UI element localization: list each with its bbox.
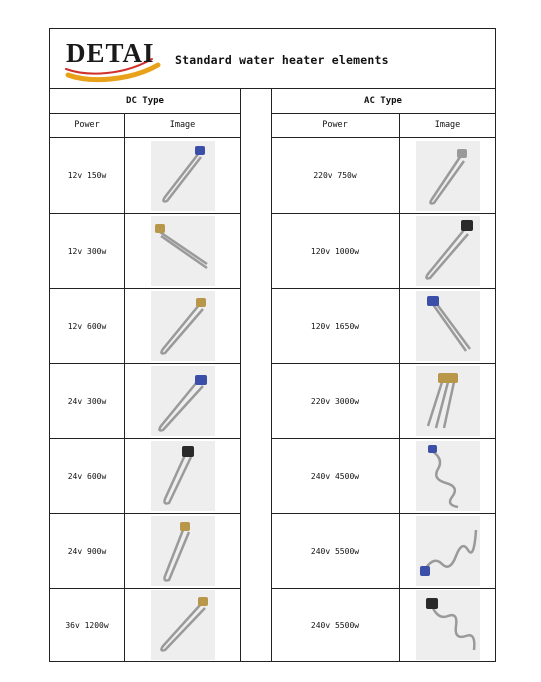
grid-line xyxy=(271,213,495,214)
grid-line xyxy=(271,288,495,289)
dc-image-column-header: Image xyxy=(169,120,196,130)
grid-line xyxy=(271,588,495,589)
heating-element-photo-icon xyxy=(151,590,215,660)
dc-power-column-header: Power xyxy=(74,120,100,130)
ac-image-cell xyxy=(400,214,495,288)
ac-power-cell: 120v 1000w xyxy=(310,246,360,256)
grid-line xyxy=(50,288,240,289)
grid-line xyxy=(271,113,495,114)
ac-image-cell xyxy=(400,589,495,661)
document-title: Standard water heater elements xyxy=(175,53,389,67)
grid-line xyxy=(271,513,495,514)
dc-image-cell xyxy=(125,364,240,438)
grid-line xyxy=(271,88,272,661)
grid-line xyxy=(240,88,241,661)
dc-power-cell: 12v 150w xyxy=(67,171,107,180)
dc-power-cell: 24v 900w xyxy=(67,546,107,556)
ac-image-cell xyxy=(400,364,495,438)
heating-element-photo-icon xyxy=(151,291,215,361)
spec-sheet xyxy=(49,28,496,662)
ac-image-cell xyxy=(400,138,495,213)
grid-line xyxy=(271,438,495,439)
heating-element-photo-icon xyxy=(416,516,480,586)
ac-type-heading: AC Type xyxy=(364,96,402,106)
grid-line xyxy=(399,114,400,661)
dc-image-cell xyxy=(125,439,240,513)
ac-power-cell: 120v 1650w xyxy=(310,321,360,331)
grid-line xyxy=(50,438,240,439)
grid-line xyxy=(50,363,240,364)
heating-element-photo-icon xyxy=(151,366,215,436)
svg-text:DETAI: DETAI xyxy=(66,38,155,68)
dc-image-cell xyxy=(125,589,240,661)
dc-image-cell xyxy=(125,138,240,213)
heating-element-photo-icon xyxy=(151,441,215,511)
dc-power-cell: 12v 300w xyxy=(67,246,107,256)
dc-power-cell: 24v 600w xyxy=(67,471,107,481)
ac-power-column-header: Power xyxy=(322,120,348,130)
heating-element-photo-icon xyxy=(416,366,480,436)
heating-element-photo-icon xyxy=(416,291,480,361)
grid-line xyxy=(50,513,240,514)
dc-image-cell xyxy=(125,214,240,288)
grid-line xyxy=(50,137,240,138)
dc-power-cell: 24v 300w xyxy=(67,396,107,406)
dc-power-cell: 12v 600w xyxy=(67,321,107,331)
grid-line xyxy=(271,137,495,138)
ac-power-cell: 240v 5500w xyxy=(310,546,360,556)
heating-element-photo-icon xyxy=(151,141,215,211)
grid-line xyxy=(50,113,240,114)
dc-type-heading: DC Type xyxy=(126,96,164,106)
ac-power-cell: 240v 5500w xyxy=(310,620,360,630)
heating-element-photo-icon xyxy=(416,441,480,511)
grid-line xyxy=(271,363,495,364)
dc-power-cell: 36v 1200w xyxy=(65,620,109,630)
heating-element-photo-icon xyxy=(151,516,215,586)
grid-line xyxy=(124,114,125,661)
ac-image-column-header: Image xyxy=(434,120,461,130)
ac-image-cell xyxy=(400,514,495,588)
heating-element-photo-icon xyxy=(151,216,215,286)
dc-image-cell xyxy=(125,289,240,363)
grid-line xyxy=(50,588,240,589)
ac-power-cell: 220v 3000w xyxy=(310,396,360,406)
detai-logo xyxy=(60,35,164,83)
dc-image-cell xyxy=(125,514,240,588)
ac-image-cell xyxy=(400,439,495,513)
ac-power-cell: 240v 4500w xyxy=(310,471,360,481)
document-header xyxy=(50,29,495,89)
ac-power-cell: 220v 750w xyxy=(313,171,357,180)
ac-image-cell xyxy=(400,289,495,363)
heating-element-photo-icon xyxy=(416,216,480,286)
heating-element-photo-icon xyxy=(416,141,480,211)
heating-element-photo-icon xyxy=(416,590,480,660)
grid-line xyxy=(50,213,240,214)
